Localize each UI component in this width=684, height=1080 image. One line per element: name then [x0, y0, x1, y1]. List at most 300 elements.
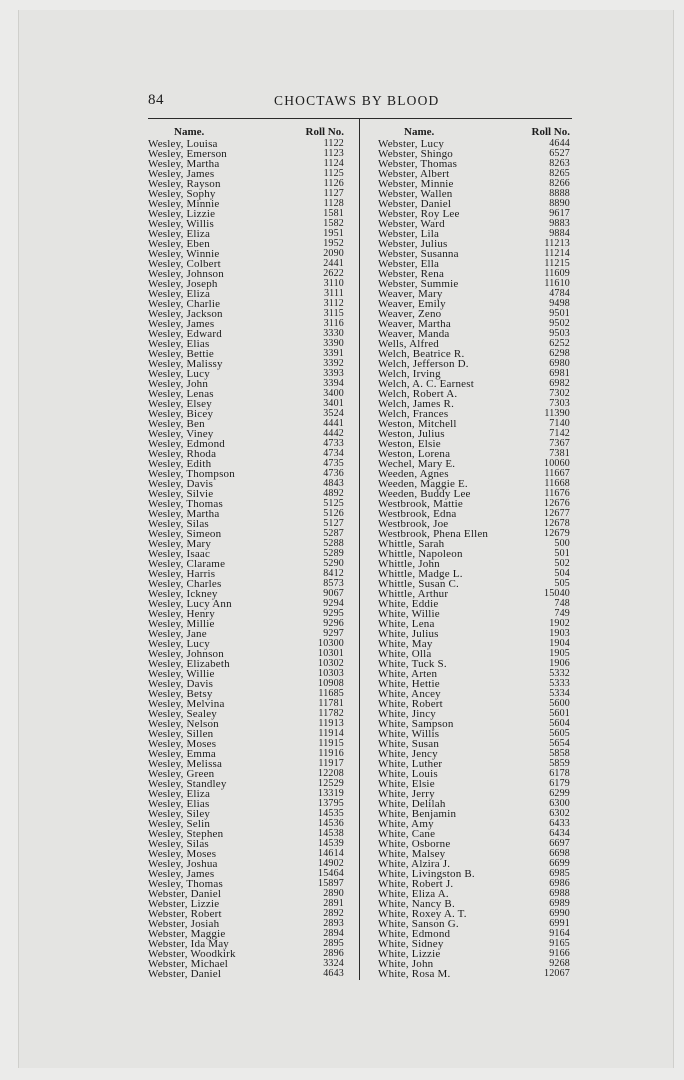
- entry-roll-number: 5288: [323, 538, 344, 549]
- entry-name: Wesley, Green: [148, 768, 215, 780]
- entry-name: White, Sanson G.: [378, 918, 459, 930]
- entry-name: White, Roxey A. T.: [378, 908, 467, 920]
- entry-roll-number: 4735: [323, 458, 344, 469]
- entry-name: Wesley, Minnie: [148, 198, 220, 210]
- page-number: 84: [148, 92, 164, 108]
- name-heading: Name.: [174, 126, 205, 138]
- roll-heading: Roll No.: [305, 126, 344, 138]
- entry-roll-number: 14539: [318, 838, 344, 849]
- entry-name: Wesley, Viney: [148, 428, 214, 440]
- left-column: [148, 126, 344, 979]
- entry-roll-number: 3524: [323, 408, 344, 419]
- entry-name: Wesley, Joseph: [148, 278, 218, 290]
- entry-name: Wesley, James: [148, 318, 215, 330]
- entry-roll-number: 11213: [544, 238, 570, 249]
- entry-name: White, Amy: [378, 818, 434, 830]
- entry-name: Weaver, Mary: [378, 288, 443, 300]
- entry-name: Wesley, Davis: [148, 478, 214, 490]
- entry-roll-number: 9164: [549, 928, 570, 939]
- column-divider: [359, 118, 360, 980]
- entry-name: Wesley, Moses: [148, 848, 217, 860]
- entry-name: Wells, Alfred: [378, 338, 439, 350]
- entry-name: Wesley, Colbert: [148, 258, 221, 270]
- right-entries: [378, 139, 570, 979]
- entry-name: Webster, Ella: [378, 258, 440, 270]
- entry-roll-number: 5287: [323, 528, 344, 539]
- entry-name: Wesley, Edmond: [148, 438, 225, 450]
- entry-roll-number: 5604: [549, 718, 570, 729]
- entry-roll-number: 3110: [323, 278, 344, 289]
- entry-roll-number: 8888: [549, 188, 570, 199]
- entry-roll-number: 13795: [318, 798, 344, 809]
- entry-roll-number: 2894: [323, 928, 344, 939]
- entry-name: Whittle, Sarah: [378, 538, 445, 550]
- entry-name: White, Tuck S.: [378, 658, 447, 670]
- entry-name: White, Sidney: [378, 938, 444, 950]
- entry-name: Wesley, Nelson: [148, 718, 219, 730]
- entry-roll-number: 11913: [318, 718, 344, 729]
- entry-roll-number: 1128: [323, 198, 344, 209]
- entry-name: White, Nancy B.: [378, 898, 455, 910]
- entry-name: Wesley, Ben: [148, 418, 205, 430]
- entry-name: Webster, Rena: [378, 268, 445, 280]
- entry-name: Weeden, Buddy Lee: [378, 488, 471, 500]
- entry-name: Wesley, Eben: [148, 238, 210, 250]
- entry-name: Westbrook, Joe: [378, 518, 449, 530]
- entry-name: Webster, Susanna: [378, 248, 459, 260]
- entry-roll-number: 4892: [323, 488, 344, 499]
- entry-roll-number: 11609: [544, 268, 570, 279]
- entry-name: Webster, Ida May: [148, 938, 229, 950]
- entry-roll-number: 5600: [549, 698, 570, 709]
- entry-roll-number: 5601: [549, 708, 570, 719]
- entry-roll-number: 3324: [323, 958, 344, 969]
- entry-roll-number: 11781: [318, 698, 344, 709]
- entry-name: Wesley, Elias: [148, 338, 210, 350]
- entry-name: Weston, Elsie: [378, 438, 441, 450]
- entry-name: Wesley, Willie: [148, 668, 215, 680]
- entry-roll-number: 8266: [549, 178, 570, 189]
- entry-roll-number: 1905: [549, 648, 570, 659]
- entry-roll-number: 6981: [549, 368, 570, 379]
- entry-roll-number: 2891: [323, 898, 344, 909]
- entry-name: Wesley, Selin: [148, 818, 211, 830]
- entry-name: Webster, Daniel: [148, 888, 222, 900]
- entry-roll-number: 2090: [323, 248, 344, 259]
- entry-roll-number: 1125: [323, 168, 344, 179]
- entry-roll-number: 1123: [323, 148, 344, 159]
- running-title: CHOCTAWS BY BLOOD: [274, 93, 440, 108]
- entry-roll-number: 6986: [549, 878, 570, 889]
- entry-name: Weaver, Manda: [378, 328, 450, 340]
- entry-roll-number: 4441: [323, 418, 344, 429]
- entry-name: Webster, Woodkirk: [148, 948, 236, 960]
- entry-roll-number: 1582: [323, 218, 344, 229]
- entry-name: White, Cane: [378, 828, 436, 840]
- entry-roll-number: 2892: [323, 908, 344, 919]
- entry-roll-number: 14536: [318, 818, 344, 829]
- entry-name: Weeden, Maggie E.: [378, 478, 468, 490]
- entry-roll-number: 1951: [323, 228, 344, 239]
- entry-roll-number: 1581: [323, 208, 344, 219]
- entry-name: Welch, A. C. Earnest: [378, 378, 474, 390]
- page-header: [148, 92, 572, 114]
- entry-name: Whittle, Susan C.: [378, 578, 460, 590]
- entry-name: Wesley, James: [148, 168, 215, 180]
- entry-roll-number: 3391: [323, 348, 344, 359]
- entry-roll-number: 9294: [323, 598, 344, 609]
- entry-name: White, Rosa M.: [378, 968, 451, 980]
- entry-roll-number: 3115: [323, 308, 344, 319]
- entry-roll-number: 1952: [323, 238, 344, 249]
- entry-roll-number: 3392: [323, 358, 344, 369]
- entry-roll-number: 14902: [318, 858, 344, 869]
- entry-name: White, Alzira J.: [378, 858, 451, 870]
- entry-name: Wesley, Louisa: [148, 138, 218, 150]
- entry-roll-number: 8263: [549, 158, 570, 169]
- entry-name: Wesley, Elias: [148, 798, 210, 810]
- entry-roll-number: 3400: [323, 388, 344, 399]
- entry-roll-number: 3401: [323, 398, 344, 409]
- entry-name: Welch, Beatrice R.: [378, 348, 465, 360]
- entry-name: White, Lena: [378, 618, 435, 630]
- entry-name: Wesley, Winnie: [148, 248, 220, 260]
- entry-name: Wesley, Sillen: [148, 728, 214, 740]
- entry-roll-number: 9296: [323, 618, 344, 629]
- entry-roll-number: 6252: [549, 338, 570, 349]
- entry-name: Wesley, Harris: [148, 568, 216, 580]
- entry-name: Wesley, Thomas: [148, 878, 223, 890]
- right-column: [378, 126, 570, 979]
- entry-name: Webster, Thomas: [378, 158, 458, 170]
- entry-name: White, Julius: [378, 628, 439, 640]
- entry-name: Webster, Lila: [378, 228, 440, 240]
- entry-name: Wesley, Martha: [148, 508, 220, 520]
- entry-roll-number: 5654: [549, 738, 570, 749]
- entry-roll-number: 1902: [549, 618, 570, 629]
- entry-roll-number: 5289: [323, 548, 344, 559]
- entry-roll-number: 7367: [549, 438, 570, 449]
- entry-roll-number: 5858: [549, 748, 570, 759]
- entry-name: Wesley, Millie: [148, 618, 215, 630]
- entry-roll-number: 4644: [549, 138, 570, 149]
- entry-name: White, Malsey: [378, 848, 446, 860]
- name-heading: Name.: [404, 126, 435, 138]
- entry-roll-number: 6298: [549, 348, 570, 359]
- entry-roll-number: 10302: [318, 658, 344, 669]
- entry-roll-number: 12679: [544, 528, 570, 539]
- entry-name: Wesley, Silas: [148, 838, 209, 850]
- entry-name: Wesley, Sophy: [148, 188, 216, 200]
- entry-roll-number: 9501: [549, 308, 570, 319]
- entry-roll-number: 1903: [549, 628, 570, 639]
- entry-roll-number: 12529: [318, 778, 344, 789]
- entry-name: Webster, Josiah: [148, 918, 220, 930]
- entry-roll-number: 2896: [323, 948, 344, 959]
- entry-roll-number: 5605: [549, 728, 570, 739]
- entry-name: Westbrook, Edna: [378, 508, 457, 520]
- entry-roll-number: 8573: [323, 578, 344, 589]
- entry-name: Wesley, Emma: [148, 748, 217, 760]
- entry-roll-number: 6980: [549, 358, 570, 369]
- entry-name: Whittle, Madge L.: [378, 568, 463, 580]
- entry-roll-number: 1904: [549, 638, 570, 649]
- entry-name: Whittle, Napoleon: [378, 548, 463, 560]
- entry-name: White, Arten: [378, 668, 438, 680]
- entry-name: Wesley, Joshua: [148, 858, 218, 870]
- entry-name: White, Eddie: [378, 598, 439, 610]
- entry-name: Wesley, Charlie: [148, 298, 221, 310]
- entry-roll-number: 3394: [323, 378, 344, 389]
- entry-roll-number: 5290: [323, 558, 344, 569]
- entry-roll-number: 11916: [318, 748, 344, 759]
- entry-name: White, Willie: [378, 608, 440, 620]
- entry-name: White, Osborne: [378, 838, 451, 850]
- entry-roll-number: 3393: [323, 368, 344, 379]
- entry-name: Wesley, Elsey: [148, 398, 212, 410]
- entry-roll-number: 5334: [549, 688, 570, 699]
- entry-name: Webster, Robert: [148, 908, 222, 920]
- entry-name: Wesley, John: [148, 378, 209, 390]
- entry-roll-number: 6991: [549, 918, 570, 929]
- entry-roll-number: 1122: [323, 138, 344, 149]
- entry-roll-number: 2890: [323, 888, 344, 899]
- entry-roll-number: 5126: [323, 508, 344, 519]
- entry-roll-number: 12067: [544, 968, 570, 979]
- entry-name: Webster, Daniel: [378, 198, 452, 210]
- entry-roll-number: 15040: [544, 588, 570, 599]
- entry-roll-number: 6985: [549, 868, 570, 879]
- entry-name: Wesley, Lucy: [148, 638, 210, 650]
- entry-roll-number: 9166: [549, 948, 570, 959]
- entry-name: White, Hettie: [378, 678, 440, 690]
- entry-roll-number: 11667: [544, 468, 570, 479]
- entry-name: Wesley, Lenas: [148, 388, 214, 400]
- entry-name: White, Lizzie: [378, 948, 441, 960]
- entry-roll-number: 1906: [549, 658, 570, 669]
- entry-name: Wesley, Lucy Ann: [148, 598, 232, 610]
- entry-roll-number: 11917: [318, 758, 344, 769]
- entry-roll-number: 7302: [549, 388, 570, 399]
- entry-roll-number: 9503: [549, 328, 570, 339]
- entry-roll-number: 5127: [323, 518, 344, 529]
- entry-name: Weston, Lorena: [378, 448, 451, 460]
- entry-roll-number: 502: [554, 558, 570, 569]
- entry-roll-number: 5333: [549, 678, 570, 689]
- entry-name: Wesley, Elizabeth: [148, 658, 230, 670]
- entry-name: Welch, Frances: [378, 408, 449, 420]
- entry-roll-number: 7381: [549, 448, 570, 459]
- entry-name: Wesley, Bicey: [148, 408, 214, 420]
- entry-roll-number: 6178: [549, 768, 570, 779]
- entry-roll-number: 10060: [544, 458, 570, 469]
- entry-roll-number: 1127: [323, 188, 344, 199]
- entry-name: Weaver, Martha: [378, 318, 451, 330]
- entry-roll-number: 15464: [318, 868, 344, 879]
- entry-name: Wechel, Mary E.: [378, 458, 456, 470]
- entry-roll-number: 11782: [318, 708, 344, 719]
- entry-name: White, Luther: [378, 758, 443, 770]
- entry-name: Wesley, Eliza: [148, 788, 211, 800]
- entry-roll-number: 2893: [323, 918, 344, 929]
- entry-roll-number: 14538: [318, 828, 344, 839]
- roll-entry: [378, 969, 570, 979]
- entry-roll-number: 6527: [549, 148, 570, 159]
- entry-roll-number: 12677: [544, 508, 570, 519]
- entry-name: Wesley, Thompson: [148, 468, 235, 480]
- entry-roll-number: 3116: [323, 318, 344, 329]
- entry-roll-number: 3390: [323, 338, 344, 349]
- entry-name: Wesley, Silvie: [148, 488, 214, 500]
- entry-name: Weeden, Agnes: [378, 468, 449, 480]
- entry-name: Wesley, Rhoda: [148, 448, 217, 460]
- entry-roll-number: 5125: [323, 498, 344, 509]
- entry-roll-number: 10303: [318, 668, 344, 679]
- header-rule: [148, 118, 572, 119]
- entry-roll-number: 2895: [323, 938, 344, 949]
- entry-roll-number: 9617: [549, 208, 570, 219]
- entry-roll-number: 6302: [549, 808, 570, 819]
- entry-name: Wesley, Charles: [148, 578, 222, 590]
- entry-roll-number: 4734: [323, 448, 344, 459]
- entry-name: White, Ancey: [378, 688, 441, 700]
- entry-name: Wesley, Sealey: [148, 708, 218, 720]
- entry-name: Westbrook, Phena Ellen: [378, 528, 489, 540]
- entry-name: White, Delilah: [378, 798, 446, 810]
- entry-name: Whittle, Arthur: [378, 588, 449, 600]
- entry-roll-number: 6699: [549, 858, 570, 869]
- entry-roll-number: 12678: [544, 518, 570, 529]
- entry-roll-number: 11390: [544, 408, 570, 419]
- entry-roll-number: 7140: [549, 418, 570, 429]
- entry-name: Webster, Wallen: [378, 188, 453, 200]
- entry-roll-number: 11676: [544, 488, 570, 499]
- entry-roll-number: 4784: [549, 288, 570, 299]
- entry-roll-number: 3112: [323, 298, 344, 309]
- entry-roll-number: 6299: [549, 788, 570, 799]
- roll-entry: [148, 969, 344, 979]
- entry-roll-number: 8890: [549, 198, 570, 209]
- entry-name: Webster, Daniel: [148, 968, 222, 980]
- entry-name: Wesley, Willis: [148, 218, 214, 230]
- entry-name: Weston, Julius: [378, 428, 445, 440]
- entry-name: Welch, Jefferson D.: [378, 358, 469, 370]
- entry-name: Wesley, Lizzie: [148, 208, 216, 220]
- entry-name: Welch, James R.: [378, 398, 455, 410]
- entry-roll-number: 3330: [323, 328, 344, 339]
- entry-roll-number: 15897: [318, 878, 344, 889]
- entry-name: Weston, Mitchell: [378, 418, 457, 430]
- entry-roll-number: 9884: [549, 228, 570, 239]
- entry-roll-number: 1126: [323, 178, 344, 189]
- entry-roll-number: 14535: [318, 808, 344, 819]
- entry-name: White, Jency: [378, 748, 438, 760]
- entry-roll-number: 6990: [549, 908, 570, 919]
- entry-name: Wesley, Eliza: [148, 228, 211, 240]
- entry-name: Welch, Irving: [378, 368, 441, 380]
- entry-name: Welch, Robert A.: [378, 388, 458, 400]
- entry-roll-number: 8265: [549, 168, 570, 179]
- entry-name: White, Willis: [378, 728, 440, 740]
- entry-roll-number: 11914: [318, 728, 344, 739]
- entry-roll-number: 6989: [549, 898, 570, 909]
- entry-name: Wesley, Edith: [148, 458, 212, 470]
- entry-name: White, May: [378, 638, 433, 650]
- entry-name: Wesley, Betsy: [148, 688, 213, 700]
- entry-name: Wesley, Eliza: [148, 288, 211, 300]
- entry-roll-number: 10908: [318, 678, 344, 689]
- entry-roll-number: 6697: [549, 838, 570, 849]
- entry-roll-number: 501: [554, 548, 570, 559]
- entry-roll-number: 749: [554, 608, 570, 619]
- entry-roll-number: 4442: [323, 428, 344, 439]
- entry-name: Wesley, Melissa: [148, 758, 223, 770]
- entry-name: Webster, Shingo: [378, 148, 453, 160]
- entry-roll-number: 9297: [323, 628, 344, 639]
- entry-name: White, Elsie: [378, 778, 435, 790]
- entry-roll-number: 9165: [549, 938, 570, 949]
- entry-name: Wesley, Martha: [148, 158, 220, 170]
- entry-name: Wesley, Lucy: [148, 368, 210, 380]
- entry-roll-number: 7303: [549, 398, 570, 409]
- entry-name: Webster, Michael: [148, 958, 229, 970]
- entry-name: White, Robert J.: [378, 878, 454, 890]
- entry-roll-number: 12208: [318, 768, 344, 779]
- entry-name: White, Louis: [378, 768, 438, 780]
- entry-name: Westbrook, Mattie: [378, 498, 463, 510]
- entry-name: White, Livingston B.: [378, 868, 475, 880]
- entry-name: Weaver, Zeno: [378, 308, 442, 320]
- entry-name: Webster, Lizzie: [148, 898, 220, 910]
- entry-name: Wesley, Standley: [148, 778, 227, 790]
- entry-name: Webster, Maggie: [148, 928, 226, 940]
- entry-name: Wesley, Jane: [148, 628, 207, 640]
- entry-name: Webster, Minnie: [378, 178, 454, 190]
- entry-name: Webster, Lucy: [378, 138, 445, 150]
- entry-name: Wesley, Rayson: [148, 178, 221, 190]
- entry-name: Webster, Ward: [378, 218, 445, 230]
- entry-roll-number: 12676: [544, 498, 570, 509]
- entry-name: Wesley, Melvina: [148, 698, 225, 710]
- entry-roll-number: 10300: [318, 638, 344, 649]
- entry-name: Wesley, Johnson: [148, 648, 224, 660]
- entry-roll-number: 3111: [323, 288, 344, 299]
- entry-name: White, John: [378, 958, 434, 970]
- left-entries: [148, 139, 344, 979]
- entry-name: Wesley, Thomas: [148, 498, 223, 510]
- entry-roll-number: 6179: [549, 778, 570, 789]
- entry-roll-number: 2622: [323, 268, 344, 279]
- entry-name: White, Olla: [378, 648, 432, 660]
- entry-name: White, Benjamin: [378, 808, 457, 820]
- entry-roll-number: 6433: [549, 818, 570, 829]
- entry-roll-number: 4643: [323, 968, 344, 979]
- entry-name: Webster, Summie: [378, 278, 459, 290]
- entry-roll-number: 1124: [323, 158, 344, 169]
- entry-name: Webster, Julius: [378, 238, 448, 250]
- entry-name: White, Jincy: [378, 708, 436, 720]
- entry-name: Wesley, Moses: [148, 738, 217, 750]
- entry-name: Wesley, Mary: [148, 538, 212, 550]
- entry-name: White, Edmond: [378, 928, 451, 940]
- entry-name: Wesley, James: [148, 868, 215, 880]
- entry-roll-number: 2441: [323, 258, 344, 269]
- entry-name: White, Jerry: [378, 788, 435, 800]
- entry-roll-number: 9295: [323, 608, 344, 619]
- roll-heading: Roll No.: [531, 126, 570, 138]
- entry-roll-number: 4736: [323, 468, 344, 479]
- entry-roll-number: 8412: [323, 568, 344, 579]
